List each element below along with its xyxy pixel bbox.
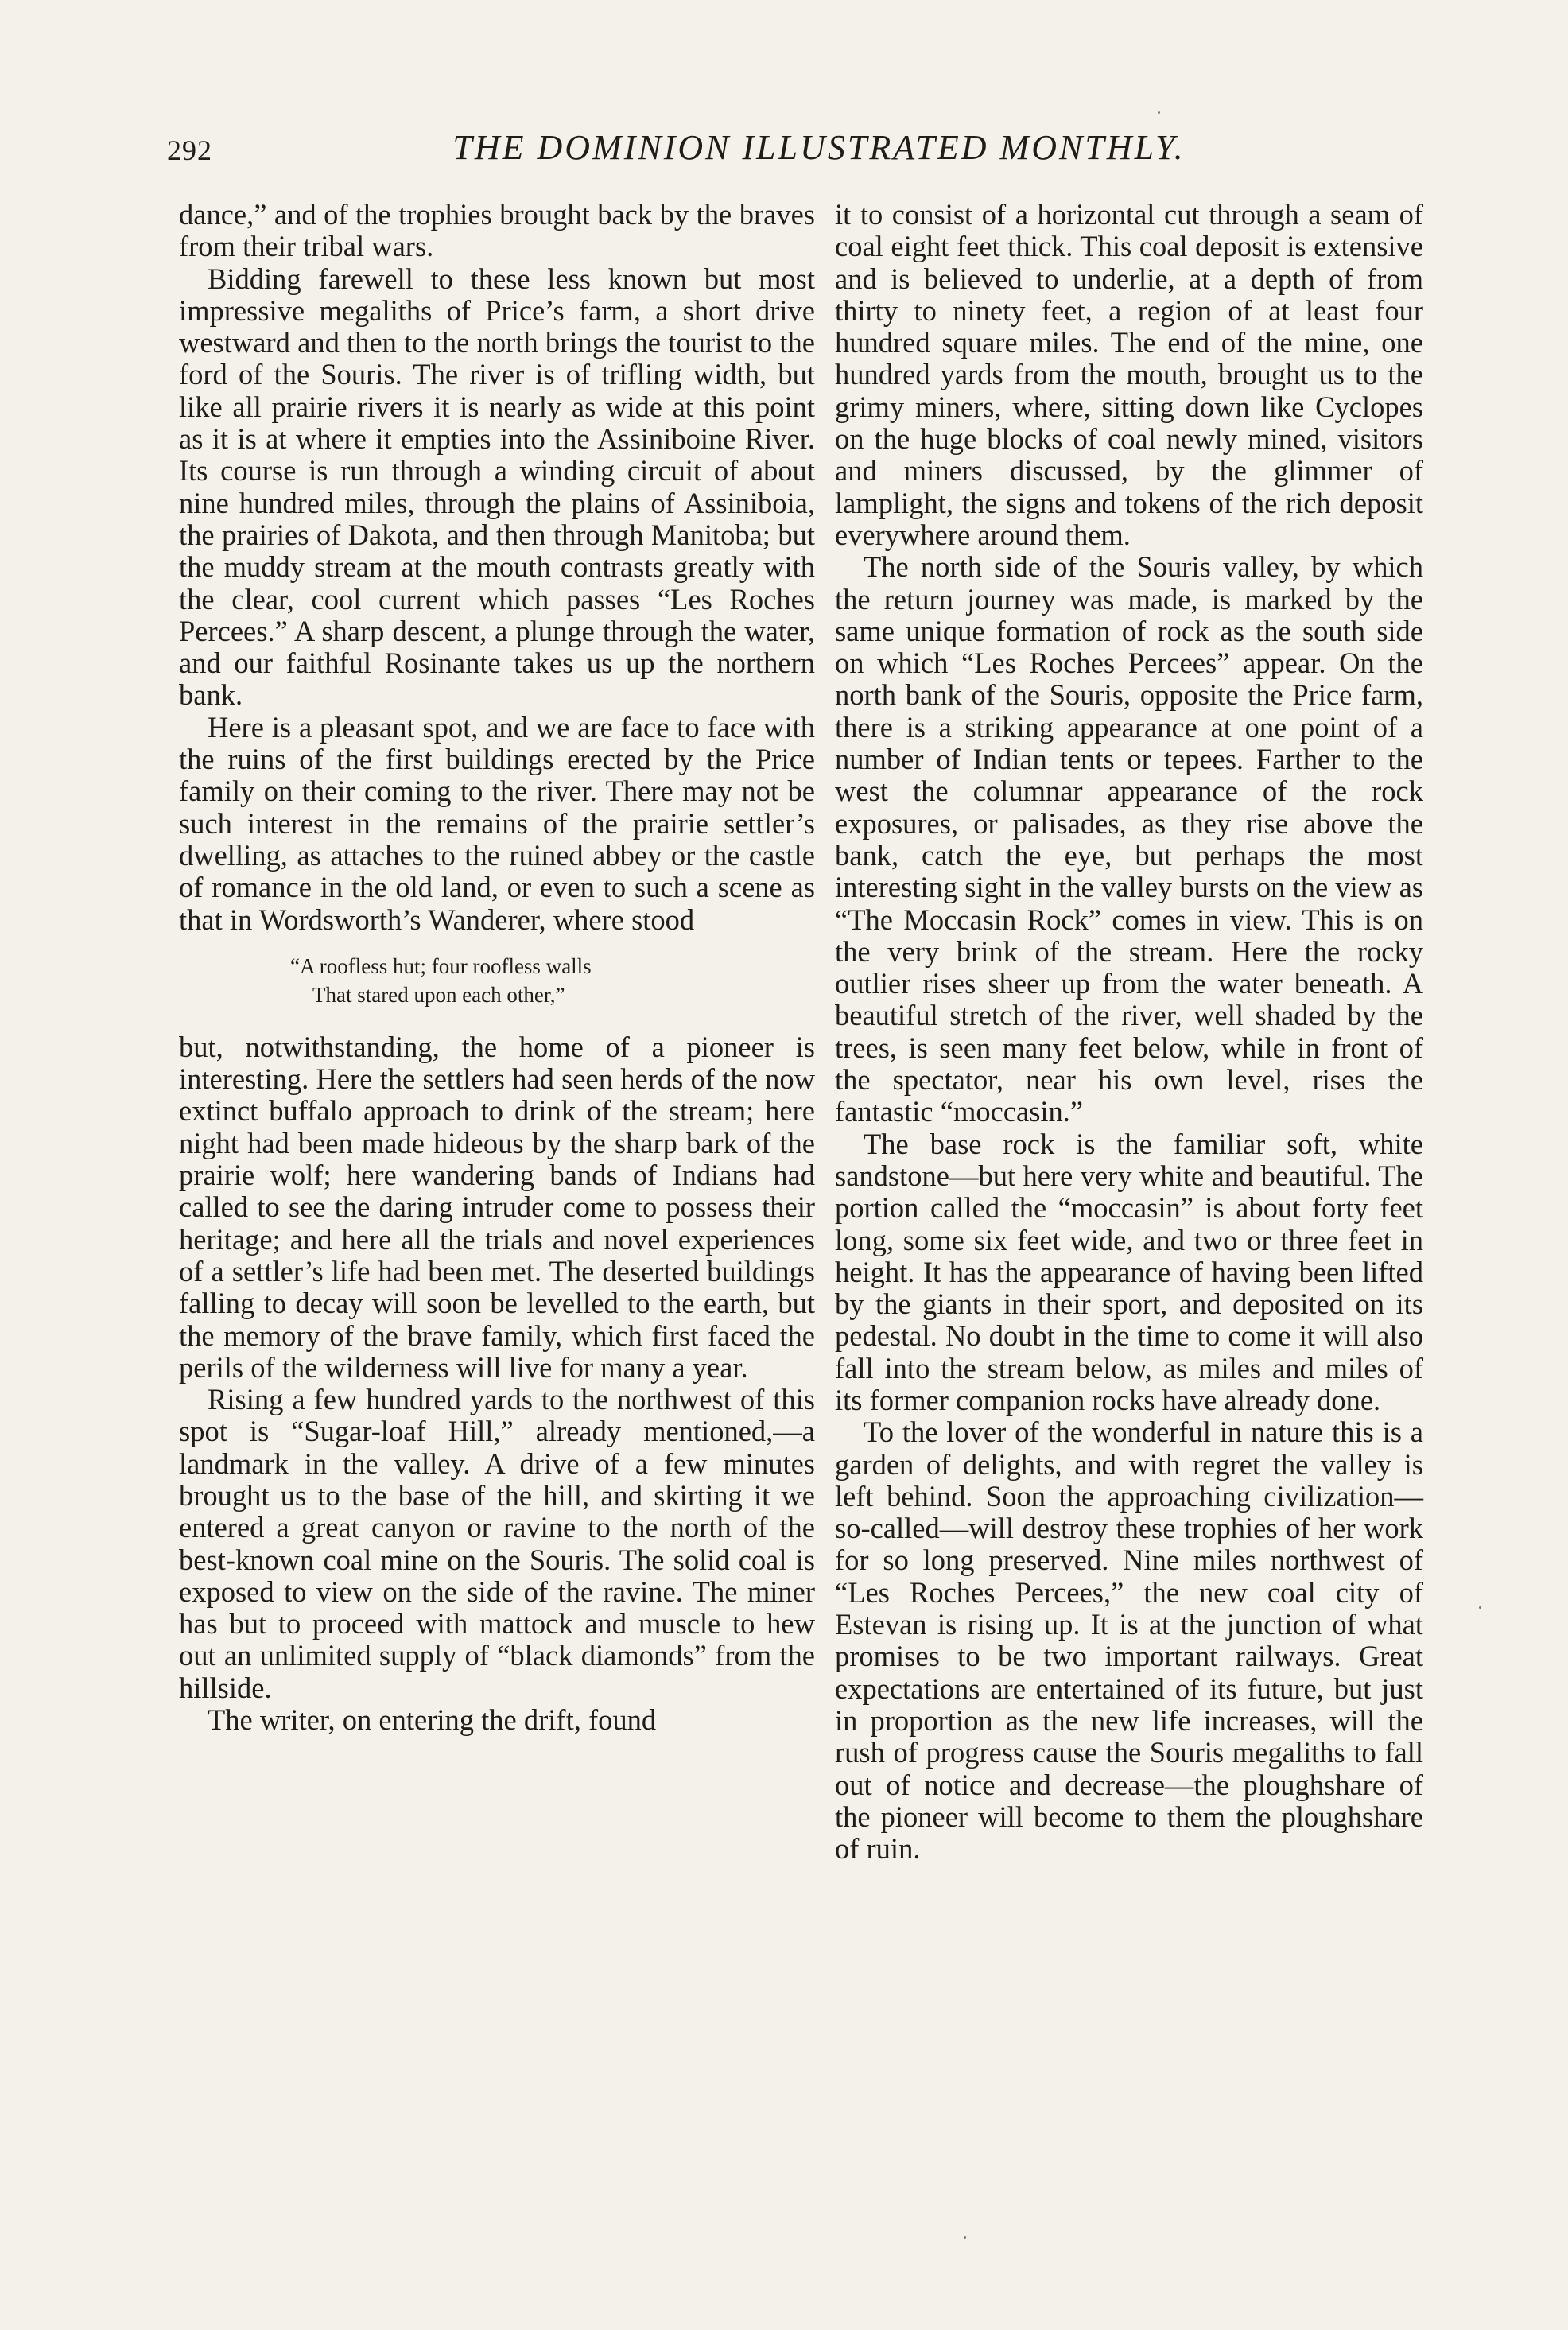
right-column <box>835 199 1423 1865</box>
print-speck <box>1158 111 1160 114</box>
paragraph: The base rock is the familiar soft, white sandstone—but here very white and beautiful. The portion called the “moccasin” is about forty feet long, some six feet wide, and two or three feet in height. It has the appearance of having been lifted by the giants in their sport, and deposited on its pedestal. No doubt in the time to come it will also fall into the stream below, as miles and miles of its former companion rocks have already done. <box>835 1127 1423 1416</box>
paragraph: it to consist of a horizontal cut through a seam of coal eight feet thick. This coal deposit is extensive and is believed to underlie, at a depth of from thirty to ninety feet, a region of at least four hundred square miles. The end of the mine, one hundred yards from the mouth, brought us to the grimy miners, where, sitting down like Cyclopes on the huge blocks of coal newly mined, visitors and miners discussed, by the glimmer of lamplight, the signs and tokens of the rich deposit everywhere around them. <box>835 198 1423 551</box>
verse-line: That stared upon each other,” <box>312 982 565 1007</box>
verse-quotation <box>290 952 815 1009</box>
running-title: THE DOMINION ILLUSTRATED MONTHLY. <box>452 128 1186 167</box>
paragraph: Here is a pleasant spot, and we are face to face with the ruins of the first buildings erected by the Price family on their coming to the river. There may not be such interest in the remains of the prairie settler’s dwelling, as attaches to the ruined abbey or the castle of romance in the old land, or even to such a scene as that in Wordsworth’s Wanderer, where stood <box>179 710 815 936</box>
paragraph: Rising a few hundred yards to the northwest of this spot is “Sugar-loaf Hill,” already mentioned,—a landmark in the valley. A drive of a few minutes brought us to the base of the hill, and skirting it we entered a great canyon or ravine to the north of the best-known coal mine on the Souris. The solid coal is exposed to view on the side of the ravine. The miner has but to proceed with mattock and muscle to hew out an unlimited supply of “black diamonds” from the hillside. <box>179 1383 815 1704</box>
paragraph: but, notwithstanding, the home of a pioneer is interesting. Here the settlers had seen herds of the now extinct buffalo approach to drink of the stream; here night had been made hideous by the sharp bark of the prairie wolf; here wandering bands of Indians had called to see the daring intruder come to possess their heritage; and here all the trials and novel experiences of a settler’s life had been met. The deserted buildings falling to decay will soon be levelled to the earth, but the memory of the brave family, which first faced the perils of the wilderness will live for many a year. <box>179 1030 815 1384</box>
print-speck <box>964 2236 966 2239</box>
paragraph: The writer, on entering the drift, found <box>208 1703 657 1737</box>
paragraph: Bidding farewell to these less known but most impressive megaliths of Price’s farm, a short drive westward and then to the north brings the tourist to the ford of the Souris. The river is of trifling width, but like all prairie rivers it is nearly as wide at this point as it is at where it empties into the Assiniboine River. Its course is run through a winding circuit of about nine hundred miles, through the plains of Assiniboia, the prairies of Dakota, and then through Manitoba; but the muddy stream at the mouth contrasts greatly with the clear, cool current which passes “Les Roches Percees.” A sharp descent, a plunge through the water, and our faithful Rosinante takes us up the northern bank. <box>179 262 815 712</box>
page-number: 292 <box>167 134 212 166</box>
verse-line: “A roofless hut; four roofless walls <box>290 953 592 978</box>
paragraph: The north side of the Souris valley, by which the return journey was made, is marked by the same unique formation of rock as the south side on which “Les Roches Percees” appear. On the north bank of the Souris, opposite the Price farm, there is a striking appearance at one point of a number of Indian tents or tepees. Farther to the west the columnar appearance of the rock exposures, or palisades, as they rise above the bank, catch the eye, but perhaps the most interesting sight in the valley bursts on the view as “The Moccasin Rock” comes in view. This is on the very brink of the stream. Here the rocky outlier rises sheer up from the water beneath. A beautiful stretch of the river, well shaded by the trees, is seen many feet below, while in front of the spectator, near his own level, rises the fantastic “moccasin.” <box>835 550 1423 1128</box>
print-speck <box>1479 1606 1481 1609</box>
paragraph: To the lover of the wonderful in nature this is a garden of delights, and with regret the valley is left behind. Soon the approaching civilization—so-called—will destroy these trophies of her work for so long preserved. Nine miles northwest of “Les Roches Percees,” the new coal city of Estevan is rising up. It is at the junction of what promises to be two important railways. Great expectations are entertained of its future, but just in proportion as the new life increases, will the rush of progress cause the Souris megaliths to fall out of notice and decrease—the ploughshare of the pioneer will become to them the ploughshare of ruin. <box>835 1415 1423 1866</box>
left-column <box>179 199 815 1736</box>
paragraph: dance,” and of the trophies brought back by the braves from their tribal wars. <box>179 198 815 263</box>
